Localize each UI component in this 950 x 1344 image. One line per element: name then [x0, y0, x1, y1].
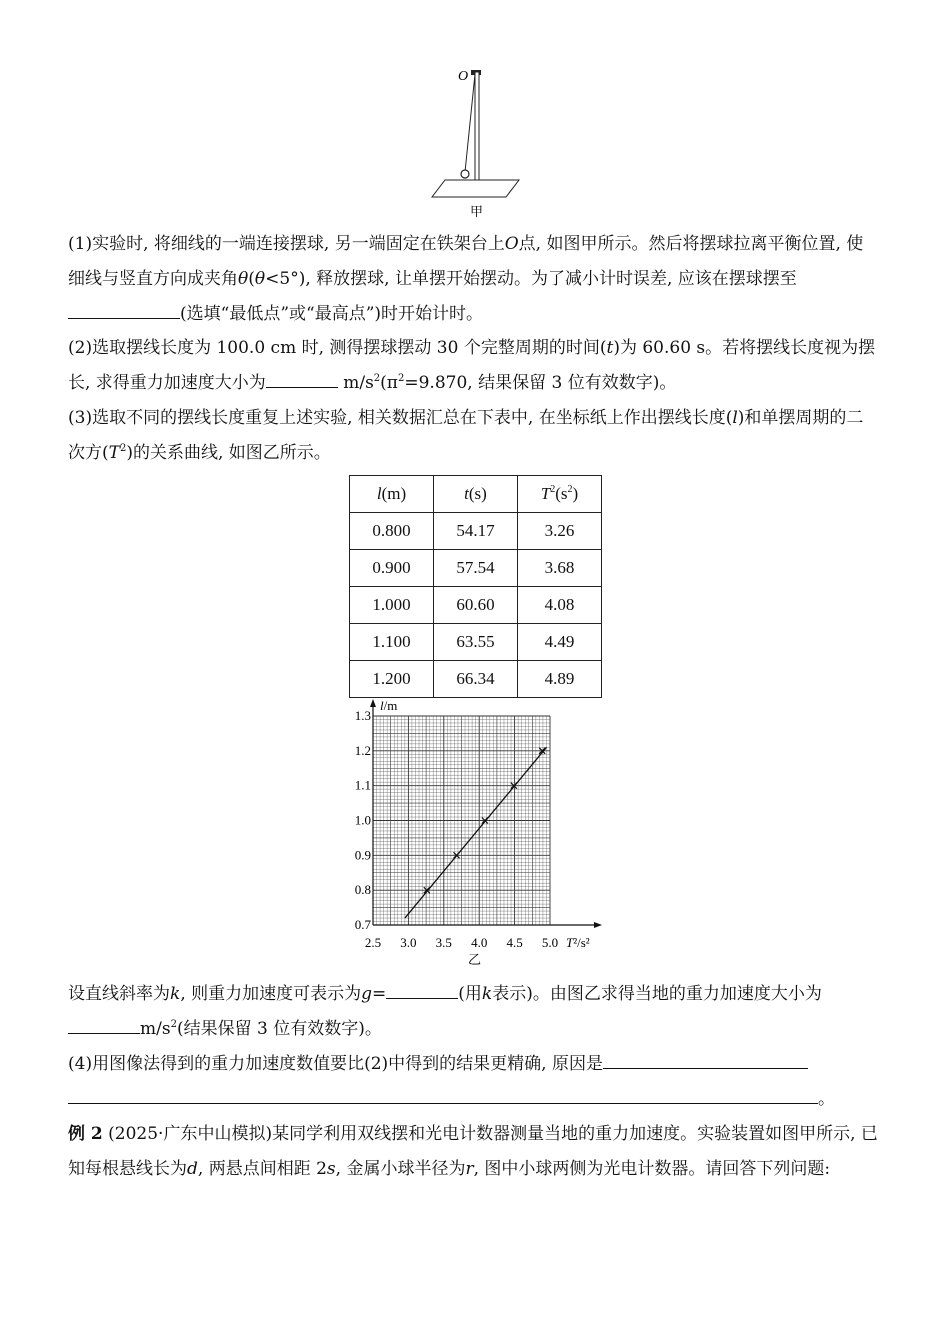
cell-T2: 3.26: [518, 513, 602, 550]
data-table: [349, 475, 602, 698]
ex2-var-s: s: [326, 1159, 336, 1179]
question-3: [68, 401, 880, 471]
stand-rod: [475, 72, 479, 186]
y-tick-label: 1.2: [354, 742, 371, 758]
q2-var-t: t: [606, 338, 614, 358]
q2-unit: m/s: [337, 373, 374, 393]
x-tick-label: 2.5: [364, 935, 382, 950]
y-axis-label: l/m: [380, 698, 398, 713]
table-row: [350, 624, 602, 661]
pendulum-string: [465, 74, 475, 172]
q4-answer-blank-2[interactable]: [68, 1085, 818, 1104]
x-tick-label: 4.5: [506, 935, 523, 950]
q1-point-o: O: [504, 234, 519, 254]
q3-text-2: )和单摆周期的二次方(: [68, 408, 864, 463]
cell-l: 0.900: [350, 550, 434, 587]
q1-theta-2: θ: [254, 269, 266, 289]
figure-a-caption: 甲: [470, 204, 484, 219]
q4-text-1: (4)用图像法得到的重力加速度数值要比(2)中得到的结果更精确, 原因是: [68, 1054, 603, 1074]
q2-text-1: (2)选取摆线长度为 100.0 cm 时, 测得摆球摆动 30 个完整周期的时间(: [68, 338, 607, 358]
q1-text-1: (1)实验时, 将细线的一端连接摆球, 另一端固定在铁架台上: [68, 234, 505, 254]
y-tick-label: 1.0: [354, 812, 371, 828]
example-2-label: 例 2: [68, 1124, 103, 1144]
q2-answer-blank[interactable]: [266, 369, 338, 388]
stand-base: [432, 180, 519, 197]
q3b-text-3: (用: [458, 984, 482, 1004]
y-axis-arrow: [370, 699, 376, 707]
ex2-var-r: r: [465, 1159, 474, 1179]
cell-l: 0.800: [350, 513, 434, 550]
question-2: [68, 331, 880, 401]
cell-t: 60.60: [434, 587, 518, 624]
q3-sup: 2: [119, 443, 127, 454]
pendulum-bob: [461, 170, 469, 178]
ex2-text-3: , 金属小球半径为: [335, 1159, 466, 1179]
q3b-text-2: , 则重力加速度可表示为: [180, 984, 362, 1004]
question-3b: [68, 977, 880, 1047]
x-tick-label: 3.5: [435, 935, 452, 950]
x-axis-arrow: [594, 922, 602, 928]
cell-T2: 4.49: [518, 624, 602, 661]
q3b-text-1: 设直线斜率为: [68, 984, 170, 1004]
header-T2: $T^2(s^2)$: [518, 476, 602, 513]
x-tick-label: 3.0: [400, 935, 417, 950]
table-row: [350, 513, 602, 550]
example-2: [68, 1117, 880, 1187]
q3b-value-blank[interactable]: [68, 1015, 140, 1034]
y-tick-label: 0.8: [354, 882, 371, 898]
q3-text-3: )的关系曲线, 如图乙所示。: [126, 443, 331, 463]
cell-T2: 4.89: [518, 661, 602, 698]
chart-tick-labels: [355, 708, 558, 950]
table-header-row: [350, 476, 602, 513]
q4-end: 。: [818, 1089, 835, 1109]
cell-l: 1.000: [350, 587, 434, 624]
q2-text-3: (π: [380, 373, 398, 393]
pivot-label-O: O: [458, 69, 469, 84]
q3b-var-k-2: k: [481, 984, 493, 1004]
q2-unit-sup: 2: [373, 373, 381, 384]
l-vs-T2-chart: [340, 696, 610, 968]
y-tick-label: 1.3: [354, 708, 371, 723]
q3b-unit: m/s: [140, 1019, 171, 1039]
q4-answer-blank-1[interactable]: [603, 1050, 808, 1069]
cell-T2: 4.08: [518, 587, 602, 624]
q3b-formula-blank[interactable]: [386, 980, 458, 999]
q3-var-l: l: [732, 408, 738, 428]
q3b-eq: =: [372, 984, 387, 1004]
q1-paren: (: [248, 269, 255, 289]
q3-text-1: (3)选取不同的摆线长度重复上述实验, 相关数据汇总在下表中, 在坐标纸上作出摆线长度(: [68, 408, 733, 428]
cell-l: 1.100: [350, 624, 434, 661]
question-1: [68, 227, 880, 332]
q3b-var-g: g: [361, 984, 373, 1004]
chart-grid: [373, 716, 550, 925]
q3b-text-4: 表示)。由图乙求得当地的重力加速度大小为: [492, 984, 822, 1004]
header-l: l(m): [350, 476, 434, 513]
ex2-text-4: , 图中小球两侧为光电计数器。请回答下列问题:: [473, 1159, 831, 1179]
q3b-var-k: k: [170, 984, 181, 1004]
q2-text-2: )为 60.60 s。若将摆线长度视为摆长, 求得重力加速度大小为: [68, 338, 876, 393]
y-tick-label: 0.9: [354, 847, 371, 863]
x-axis-label: T²/s²: [566, 935, 590, 950]
cell-t: 54.17: [434, 513, 518, 550]
q2-text-4: =9.870, 结果保留 3 位有效数字)。: [404, 373, 677, 393]
pendulum-figure: [420, 62, 530, 222]
figure-b-caption: 乙: [468, 952, 482, 967]
header-t: t(s): [434, 476, 518, 513]
table-row: [350, 550, 602, 587]
ex2-text-1: (2025·广东中山模拟)某同学利用双线摆和光电计数器测量当地的重力加速度。实验装置如图甲所示, 已知每根悬线长为: [68, 1124, 878, 1179]
q1-answer-blank[interactable]: [68, 300, 180, 319]
table-row: [350, 587, 602, 624]
q1-theta: θ: [238, 269, 249, 289]
x-tick-label: 4.0: [471, 935, 488, 950]
y-tick-label: 0.7: [354, 917, 371, 932]
cell-T2: 3.68: [518, 550, 602, 587]
cell-t: 57.54: [434, 550, 518, 587]
q2-pi-sup: 2: [397, 373, 405, 384]
q1-text-3: <5°), 释放摆球, 让单摆开始摆动。为了减小计时误差, 应该在摆球摆至: [265, 269, 797, 289]
ex2-text-2: , 两悬点间相距 2: [197, 1159, 327, 1179]
x-tick-label: 5.0: [541, 935, 559, 950]
table-row: [350, 661, 602, 698]
cell-t: 63.55: [434, 624, 518, 661]
q3-var-T: T: [108, 443, 120, 463]
q1-text-4: (选填“最低点”或“最高点”)时开始计时。: [180, 304, 484, 324]
cell-t: 66.34: [434, 661, 518, 698]
question-4: [68, 1047, 880, 1117]
cell-l: 1.200: [350, 661, 434, 698]
q3b-unit-sup: 2: [170, 1019, 177, 1030]
ex2-var-d: d: [187, 1159, 198, 1179]
q3b-text-5: (结果保留 3 位有效数字)。: [176, 1019, 382, 1039]
y-tick-label: 1.1: [354, 777, 371, 793]
q1-text-2: 点, 如图甲所示。然后将摆球拉离平衡位置, 使细线与竖直方向成夹角: [68, 234, 864, 289]
